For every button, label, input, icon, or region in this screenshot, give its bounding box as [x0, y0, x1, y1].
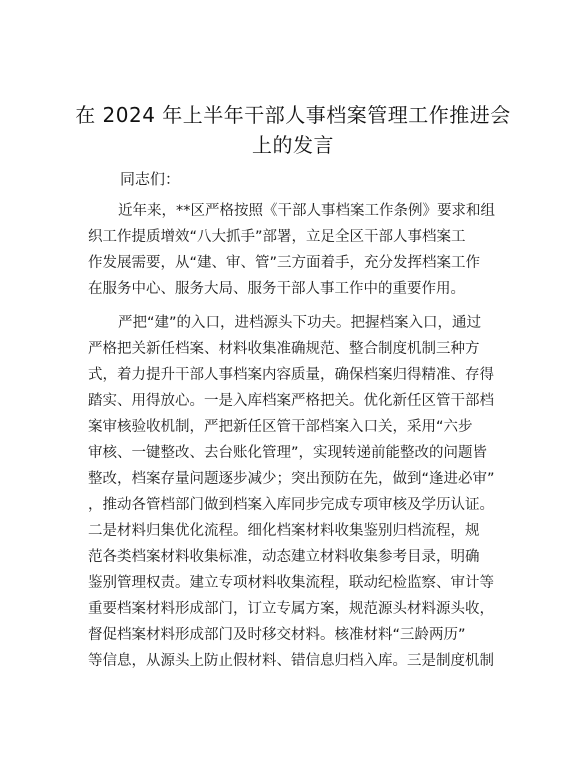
- text-line: 整改，档案存量问题逐步减少；突出预防在先，做到“逢进必审”: [88, 471, 495, 487]
- text-line: 督促档案材料形成部门及时移交材料。核准材料“三龄两历”: [88, 627, 466, 643]
- text-line: 在服务中心、服务大局、服务干部人事工作中的重要作用。: [88, 281, 465, 297]
- paragraph-build: [88, 310, 500, 674]
- text-line: 严格把关新任档案、材料收集准确规范、整合制度机制三种方: [88, 341, 480, 357]
- text-line: 鉴别管理权责。建立专项材料收集流程，联动纪检监察、审计等: [88, 575, 494, 591]
- text-line: 严把“建”的入口，进档源头下功夫。把握档案入口，通过: [118, 315, 482, 331]
- document-title: [60, 100, 526, 160]
- paragraph-intro: [88, 198, 500, 302]
- text-line: 等信息，从源头上防止假材料、错信息归档入库。三是制度机制: [88, 653, 494, 669]
- text-line: 踏实、用得放心。一是入库档案严格把关。优化新任区管干部档: [88, 393, 494, 409]
- text-line: 作发展需要，从“建、审、管”三方面着手，充分发挥档案工作: [88, 255, 481, 271]
- text-line: ，推动各管档部门做到档案入库同步完成专项审核及学历认证。: [88, 497, 494, 513]
- text-line: 二是材料归集优化流程。细化档案材料收集鉴别归档流程，规: [88, 523, 480, 539]
- text-line: 范各类档案材料收集标准，动态建立材料收集参考目录，明确: [88, 549, 480, 565]
- text-line: 审核、一键整改、去台账化管理”，实现转递前能整改的问题皆: [88, 445, 488, 461]
- text-line: 织工作提质增效“八大抓手”部署，立足全区干部人事档案工: [88, 229, 466, 245]
- text-line: 案审核验收机制，严把新任区管干部档案入口关，采用“六步: [88, 419, 473, 435]
- title-line-1: 在 2024 年上半年干部人事档案管理工作推进会: [75, 103, 511, 127]
- greeting: 同志们：: [120, 170, 181, 188]
- title-line-2: 上的发言: [252, 133, 334, 157]
- text-line: 重要档案材料形成部门，订立专属方案，规范源头材料源头收，: [88, 601, 494, 617]
- text-line: 近年来，**区严格按照《干部人事档案工作条例》要求和组: [118, 203, 495, 219]
- text-line: 式，着力提升干部人事档案内容质量，确保档案归得精准、存得: [88, 367, 494, 383]
